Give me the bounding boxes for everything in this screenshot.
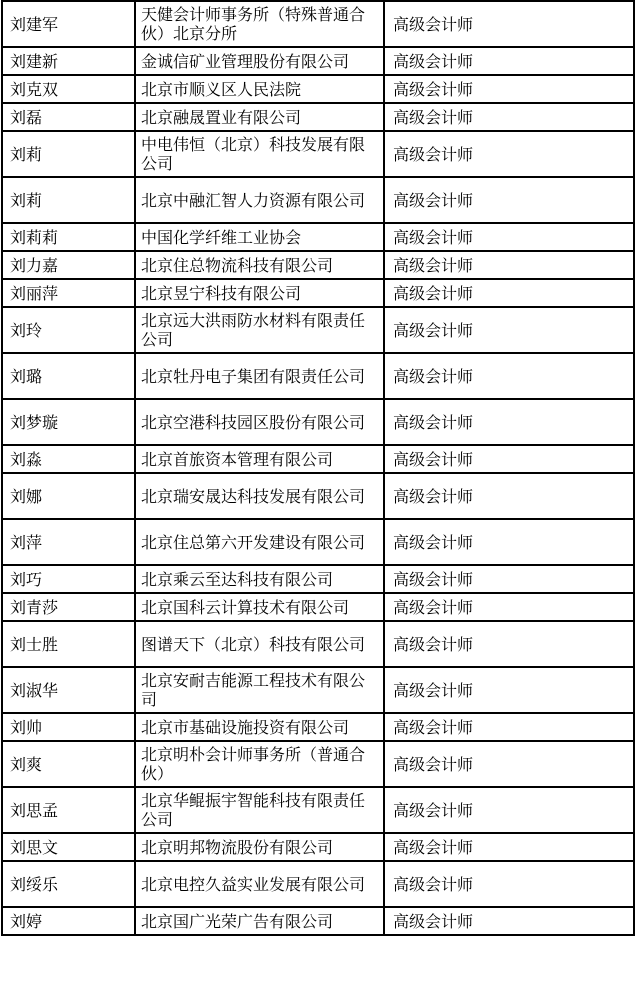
name-cell: 刘莉莉 [2, 223, 135, 251]
name-cell: 刘克双 [2, 75, 135, 103]
title-cell: 高级会计师 [384, 103, 634, 131]
table-row [2, 833, 634, 861]
name-cell: 刘绥乐 [2, 861, 135, 907]
organization-cell: 北京电控久益实业发展有限公司 [135, 861, 384, 907]
title-cell: 高级会计师 [384, 399, 634, 445]
table-row [2, 787, 634, 833]
table-row [2, 519, 634, 565]
title-cell: 高级会计师 [384, 593, 634, 621]
table-row [2, 565, 634, 593]
title-cell: 高级会计师 [384, 861, 634, 907]
name-cell: 刘玲 [2, 307, 135, 353]
name-cell: 刘淼 [2, 445, 135, 473]
name-cell: 刘璐 [2, 353, 135, 399]
table-row [2, 131, 634, 177]
organization-cell: 北京远大洪雨防水材料有限责任公司 [135, 307, 384, 353]
organization-cell: 北京中融汇智人力资源有限公司 [135, 177, 384, 223]
table-row [2, 713, 634, 741]
title-cell: 高级会计师 [384, 565, 634, 593]
organization-cell: 北京空港科技园区股份有限公司 [135, 399, 384, 445]
organization-cell: 北京融晟置业有限公司 [135, 103, 384, 131]
table-row [2, 353, 634, 399]
table-row [2, 75, 634, 103]
organization-cell: 图谱天下（北京）科技有限公司 [135, 621, 384, 667]
title-cell: 高级会计师 [384, 251, 634, 279]
table-row [2, 667, 634, 713]
title-cell: 高级会计师 [384, 307, 634, 353]
name-cell: 刘莉 [2, 131, 135, 177]
title-cell: 高级会计师 [384, 621, 634, 667]
name-cell: 刘淑华 [2, 667, 135, 713]
organization-cell: 北京住总第六开发建设有限公司 [135, 519, 384, 565]
organization-cell: 北京国广光荣广告有限公司 [135, 907, 384, 935]
table-row [2, 279, 634, 307]
table-row [2, 741, 634, 787]
organization-cell: 北京国科云计算技术有限公司 [135, 593, 384, 621]
title-cell: 高级会计师 [384, 787, 634, 833]
name-cell: 刘爽 [2, 741, 135, 787]
title-cell: 高级会计师 [384, 445, 634, 473]
name-cell: 刘思孟 [2, 787, 135, 833]
name-cell: 刘婷 [2, 907, 135, 935]
title-cell: 高级会计师 [384, 473, 634, 519]
table-row [2, 251, 634, 279]
roster-table [1, 0, 635, 936]
organization-cell: 北京市基础设施投资有限公司 [135, 713, 384, 741]
table-row [2, 1, 634, 47]
table-row [2, 445, 634, 473]
title-cell: 高级会计师 [384, 519, 634, 565]
organization-cell: 北京首旅资本管理有限公司 [135, 445, 384, 473]
organization-cell: 北京明邦物流股份有限公司 [135, 833, 384, 861]
name-cell: 刘梦璇 [2, 399, 135, 445]
title-cell: 高级会计师 [384, 713, 634, 741]
name-cell: 刘莉 [2, 177, 135, 223]
table-row [2, 177, 634, 223]
title-cell: 高级会计师 [384, 833, 634, 861]
organization-cell: 北京乘云至达科技有限公司 [135, 565, 384, 593]
organization-cell: 金诚信矿业管理股份有限公司 [135, 47, 384, 75]
organization-cell: 北京华鲲振宇智能科技有限责任公司 [135, 787, 384, 833]
organization-cell: 北京市顺义区人民法院 [135, 75, 384, 103]
table-row [2, 861, 634, 907]
table-row [2, 399, 634, 445]
name-cell: 刘青莎 [2, 593, 135, 621]
name-cell: 刘思文 [2, 833, 135, 861]
table-row [2, 307, 634, 353]
roster-table-body [2, 1, 634, 935]
table-row [2, 593, 634, 621]
name-cell: 刘建新 [2, 47, 135, 75]
title-cell: 高级会计师 [384, 177, 634, 223]
organization-cell: 北京安耐吉能源工程技术有限公司 [135, 667, 384, 713]
name-cell: 刘力嘉 [2, 251, 135, 279]
title-cell: 高级会计师 [384, 223, 634, 251]
organization-cell: 北京明朴会计师事务所（普通合伙） [135, 741, 384, 787]
organization-cell: 天健会计师事务所（特殊普通合伙）北京分所 [135, 1, 384, 47]
table-row [2, 103, 634, 131]
title-cell: 高级会计师 [384, 131, 634, 177]
title-cell: 高级会计师 [384, 667, 634, 713]
organization-cell: 中国化学纤维工业协会 [135, 223, 384, 251]
table-row [2, 223, 634, 251]
title-cell: 高级会计师 [384, 47, 634, 75]
name-cell: 刘磊 [2, 103, 135, 131]
name-cell: 刘娜 [2, 473, 135, 519]
title-cell: 高级会计师 [384, 353, 634, 399]
organization-cell: 北京住总物流科技有限公司 [135, 251, 384, 279]
name-cell: 刘帅 [2, 713, 135, 741]
title-cell: 高级会计师 [384, 741, 634, 787]
name-cell: 刘士胜 [2, 621, 135, 667]
organization-cell: 中电伟恒（北京）科技发展有限公司 [135, 131, 384, 177]
name-cell: 刘建军 [2, 1, 135, 47]
name-cell: 刘萍 [2, 519, 135, 565]
organization-cell: 北京瑞安晟达科技发展有限公司 [135, 473, 384, 519]
title-cell: 高级会计师 [384, 907, 634, 935]
title-cell: 高级会计师 [384, 279, 634, 307]
table-row [2, 47, 634, 75]
organization-cell: 北京昱宁科技有限公司 [135, 279, 384, 307]
name-cell: 刘丽萍 [2, 279, 135, 307]
table-row [2, 907, 634, 935]
table-row [2, 621, 634, 667]
table-row [2, 473, 634, 519]
name-cell: 刘巧 [2, 565, 135, 593]
title-cell: 高级会计师 [384, 1, 634, 47]
organization-cell: 北京牡丹电子集团有限责任公司 [135, 353, 384, 399]
title-cell: 高级会计师 [384, 75, 634, 103]
